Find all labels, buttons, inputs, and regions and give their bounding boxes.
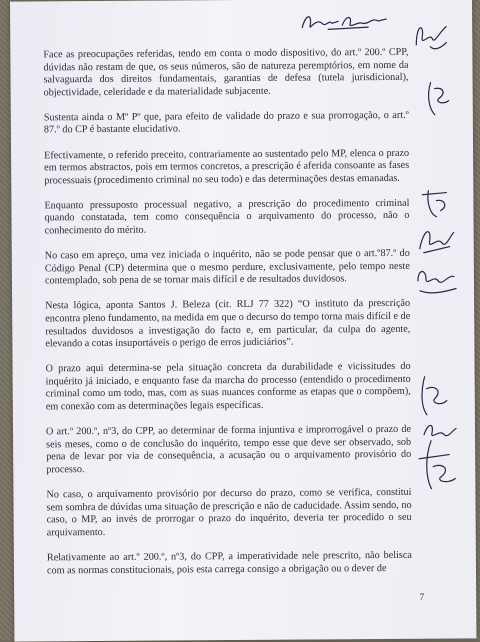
paragraph: Enquanto pressuposto processual negativo, a prescrição do procedimento criminal quando constatada, tem como consequência o arquivamento do processo, não o conhecimento do mérito. bbox=[44, 197, 410, 237]
initials-right-5 bbox=[413, 371, 453, 421]
initials-right-7 bbox=[411, 436, 459, 492]
paragraph: O prazo aqui determina-se pela situação concreta da durabilidade e vicissitudes do inquérito já iniciado, e enquanto fase da marcha do processo (entendido o procedimento criminal como um todo, mas, com as suas nuances conforme as etapas que o compõem), em conexão com as determinações legais específicas. bbox=[45, 361, 411, 413]
paragraph: No caso, o arquivamento provisório por decurso do prazo, como se verifica, constitui sem sombra de dúvidas uma situação de prescrição e não de caducidade. Assim sendo, no caso, o MP, ao invés de prorrogar o prazo do inquérito, deveria ter procedido o seu arquivamento. bbox=[46, 486, 412, 539]
initials-right-4 bbox=[412, 260, 460, 298]
paragraph: Efectivamente, o referido preceito, contrariamente ao sustentado pelo MP, elenca o prazo em termos abstractos, pois em termos concretos, a prescrição é aferida consoante as fases processuais (procedimento criminal no seu todo) e das determinações destas emanadas. bbox=[44, 147, 410, 187]
initials-right-1 bbox=[421, 79, 455, 119]
document-page bbox=[10, 0, 476, 642]
initials-right-2 bbox=[416, 187, 456, 223]
page-number: 7 bbox=[419, 592, 425, 603]
paragraph: Face as preocupações referidas, tendo em conta o modo dispositivo, do art.º 200.º CPP, dúvidas não restam de que, os seus números, são de natureza peremptórios, em nome da salvaguarda dos direitos fundamentais, garantias de defesa (tutela jurisdicional), objectividade, celeridade e da materialidade subjacente. bbox=[43, 46, 409, 99]
paragraph: No caso em apreço, uma vez iniciada o inquérito, não se pode pensar que o art.º87.º do Código Penal (CP) determina que o mesmo perdure, exclusivamente, pelo tempo neste contemplado, sob pena de se tornar mais difícil e de resultados duvidosos. bbox=[44, 247, 410, 287]
signature-top-right bbox=[410, 17, 452, 57]
paragraph: Relativamente ao art.º 200.º, nº3, do CPP, a imperatividade nele prescrito, não belisca com as normas constitucionais, pois esta carrega consigo a obrigação ou o dever de bbox=[46, 549, 412, 576]
document-body bbox=[43, 47, 412, 590]
signature-top-center bbox=[298, 9, 388, 36]
paragraph: O art.º 200.º, nº3, do CPP, ao determinar de forma injuntiva e improrrogável o prazo de seis meses, como o de conclusão do inquérito, tempo esse que deve ser observado, sob pena de levar por via de consequência, a acusação ou o arquivamento provisório do processo. bbox=[45, 423, 412, 476]
paragraph: Sustenta ainda o Mº Pº que, para efeito de validade do prazo e sua prorrogação, o art.º 87.º do CP é bastante elucidativo. bbox=[43, 109, 409, 136]
initials-right-3 bbox=[414, 218, 458, 258]
paragraph: Nesta lógica, aponta Santos J. Beleza (cit. RLJ 77 322) “O instituto da prescrição encontra pleno fundamento, na medida em que o decurso do tempo torna mais difícil e de resultados duvidosos a investigação do facto e, em particular, da culpa do agente, elevando a cotas insuportáveis o perigo de erros judiciários”. bbox=[45, 298, 411, 350]
